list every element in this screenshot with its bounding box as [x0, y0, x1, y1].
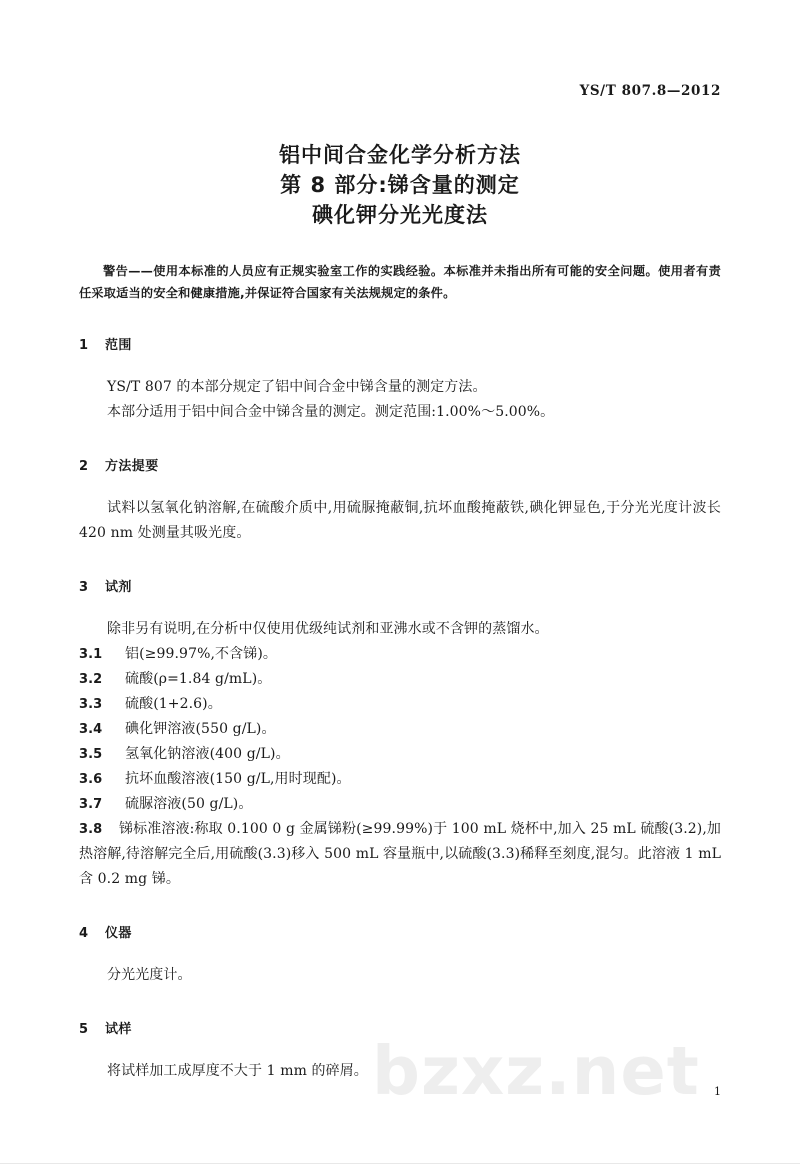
section-4	[79, 922, 721, 988]
page-title	[79, 140, 721, 230]
document-content	[79, 140, 721, 1084]
reagent-number: 3.3	[79, 697, 103, 712]
section-5	[79, 1018, 721, 1084]
list-item	[79, 817, 721, 892]
list-item	[79, 767, 721, 792]
section-2-paragraph-1: 试料以氢氧化钠溶解,在硫酸介质中,用硫脲掩蔽铜,抗坏血酸掩蔽铁,碘化钾显色,于分光光度计波长 420 nm 处测量其吸光度。	[79, 500, 721, 541]
section-3-body	[79, 617, 721, 892]
reagent-text: 硫酸(1+2.6)。	[125, 696, 222, 712]
reagent-text: 碘化钾溶液(550 g/L)。	[125, 721, 276, 737]
section-4-heading	[79, 922, 721, 941]
section-1	[79, 334, 721, 425]
section-1-number: 1	[79, 338, 89, 353]
reagent-number: 3.2	[79, 672, 103, 687]
section-1-paragraph-2: 本部分适用于铝中间合金中锑含量的测定。测定范围:1.00%～5.00%。	[107, 404, 555, 420]
list-item	[79, 692, 721, 717]
reagent-list	[79, 642, 721, 892]
reagent-text: 硫脲溶液(50 g/L)。	[125, 796, 253, 812]
section-2-body	[79, 496, 721, 546]
list-item	[79, 792, 721, 817]
reagent-number: 3.5	[79, 747, 103, 762]
section-4-title: 仪器	[105, 926, 132, 941]
section-1-body	[79, 375, 721, 425]
section-2-heading	[79, 455, 721, 474]
reagent-number: 3.1	[79, 647, 103, 662]
section-3	[79, 576, 721, 892]
reagent-text: 铝(≥99.97%,不含锑)。	[125, 646, 277, 662]
reagent-text: 硫酸(ρ=1.84 g/mL)。	[125, 671, 272, 687]
section-1-paragraph-1: YS/T 807 的本部分规定了铝中间合金中锑含量的测定方法。	[107, 379, 487, 395]
list-item	[79, 717, 721, 742]
title-line-2: 第 8 部分:锑含量的测定	[280, 173, 520, 197]
list-item	[79, 642, 721, 667]
section-4-number: 4	[79, 926, 89, 941]
section-5-heading	[79, 1018, 721, 1037]
section-3-paragraph-1: 除非另有说明,在分析中仅使用优级纯试剂和亚沸水或不含钾的蒸馏水。	[107, 621, 549, 637]
title-line-1: 铝中间合金化学分析方法	[279, 143, 521, 167]
section-3-heading	[79, 576, 721, 595]
section-2	[79, 455, 721, 546]
section-5-number: 5	[79, 1022, 89, 1037]
section-4-body	[79, 963, 721, 988]
spacer-1	[79, 425, 721, 455]
warning-note: 警告——使用本标准的人员应有正规实验室工作的实践经验。本标准并未指出所有可能的安全问题。使用者有责任采取适当的安全和健康措施,并保证符合国家有关法规规定的条件。	[79, 264, 721, 300]
section-2-title: 方法提要	[105, 459, 159, 474]
spacer-3	[79, 892, 721, 922]
list-item	[79, 667, 721, 692]
reagent-text: 锑标准溶液:称取 0.100 0 g 金属锑粉(≥99.99%)于 100 mL 烧杯中,加入 25 mL 硫酸(3.2),加热溶解,待溶解完全后,用硫酸(3.3)移入 500 mL 容量瓶中,以硫酸(3.3)稀释至刻度,混匀。此溶液 1 mL 含 0.2 mg 锑。	[79, 821, 721, 887]
section-3-title: 试剂	[105, 580, 132, 595]
section-2-number: 2	[79, 459, 89, 474]
watermark-text: bzxz.net	[372, 1032, 700, 1110]
reagent-number: 3.6	[79, 772, 103, 787]
spacer-4	[79, 988, 721, 1018]
spacer-2	[79, 546, 721, 576]
reagent-number: 3.4	[79, 722, 103, 737]
running-header-standard-number: YS/T 807.8—2012	[579, 83, 721, 99]
section-1-title: 范围	[105, 338, 132, 353]
reagent-number: 3.7	[79, 797, 103, 812]
section-5-body	[79, 1059, 721, 1084]
section-3-number: 3	[79, 580, 89, 595]
reagent-number: 3.8	[79, 822, 103, 837]
list-item	[79, 742, 721, 767]
page-number: 1	[714, 1085, 721, 1098]
section-5-paragraph-1: 将试样加工成厚度不大于 1 mm 的碎屑。	[107, 1063, 368, 1079]
reagent-text: 抗坏血酸溶液(150 g/L,用时现配)。	[125, 771, 351, 787]
section-1-heading	[79, 334, 721, 353]
section-5-title: 试样	[105, 1022, 132, 1037]
section-4-paragraph-1: 分光光度计。	[107, 967, 192, 983]
page-bottom-divider	[0, 1163, 800, 1164]
reagent-text: 氢氧化钠溶液(400 g/L)。	[125, 746, 290, 762]
title-line-3: 碘化钾分光光度法	[312, 203, 488, 227]
